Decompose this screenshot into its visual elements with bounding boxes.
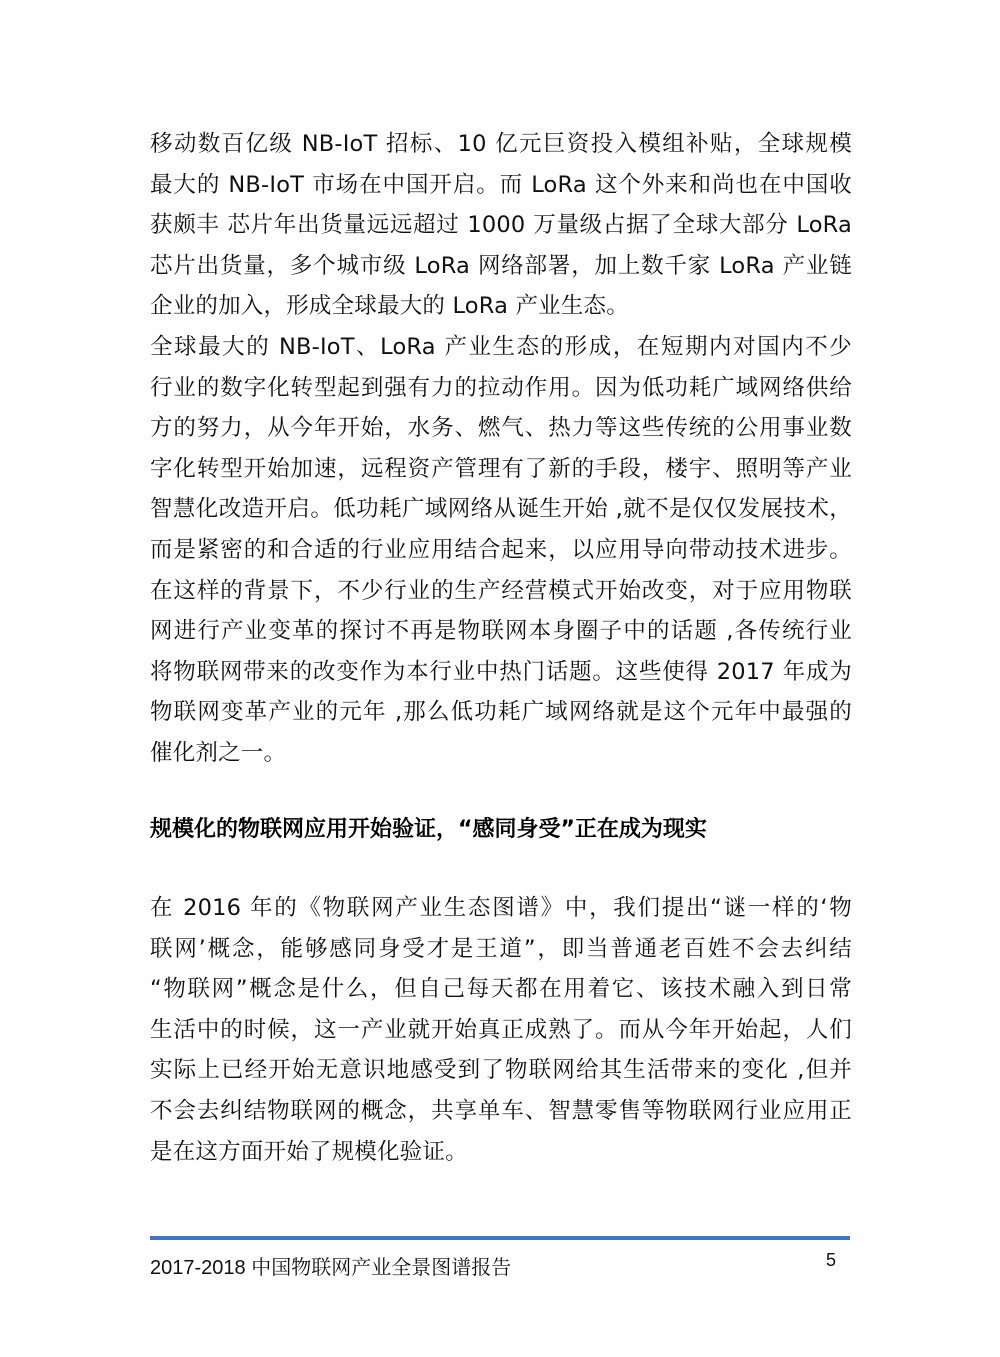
text-line: 在这样的背景下，不少行业的生产经营模式开始改变，对于应用物联 [150, 577, 852, 604]
text-line: 不会去纠结物联网的概念，共享单车、智慧零售等物联网行业应用正 [150, 1097, 852, 1124]
section-2-body [150, 888, 852, 1172]
text-line: 智慧化改造开启。低功耗广域网络从诞生开始 ,就不是仅仅发展技术， [150, 496, 852, 523]
text-line: 生活中的时候，这一产业就开始真正成熟了。而从今年开始起，人们 [150, 1016, 852, 1043]
text-line: 字化转型开始加速，远程资产管理有了新的手段，楼宇、照明等产业 [150, 455, 852, 482]
text-line: 芯片出货量，多个城市级 LoRa 网络部署，加上数千家 LoRa 产业链 [150, 252, 852, 279]
paragraph-1 [150, 124, 852, 327]
text-line: 将物联网带来的改变作为本行业中热门话题。这些使得 2017 年成为 [150, 658, 852, 685]
footer-divider [150, 1236, 850, 1240]
text-line: 全球最大的 NB-IoT、LoRa 产业生态的形成，在短期内对国内不少 [150, 333, 852, 360]
text-line: 物联网变革产业的元年 ,那么低功耗广域网络就是这个元年中最强的 [150, 699, 852, 726]
section-1-body [150, 124, 852, 774]
text-line: 企业的加入，形成全球最大的 LoRa 产业生态。 [150, 293, 629, 320]
text-line: 行业的数字化转型起到强有力的拉动作用。因为低功耗广域网络供给 [150, 374, 852, 401]
section-heading: 规模化的物联网应用开始验证，“感同身受”正在成为现实 [150, 817, 707, 842]
text-line: 移动数百亿级 NB-IoT 招标、10 亿元巨资投入模组补贴，全球规模 [150, 131, 852, 157]
text-line: 最大的 NB-IoT 市场在中国开启。而 LoRa 这个外来和尚也在中国收 [150, 171, 852, 198]
text-line: 联网’概念，能够感同身受才是王道”，即当普通老百姓不会去纠结 [150, 935, 852, 962]
text-line: 催化剂之一。 [150, 739, 287, 766]
paragraph-3 [150, 888, 852, 1172]
page-number: 5 [826, 1250, 837, 1270]
footer-report-title: 2017-2018 中国物联网产业全景图谱报告 [150, 1257, 512, 1279]
text-line: 方的努力，从今年开始，水务、燃气、热力等这些传统的公用事业数 [150, 415, 852, 442]
text-line: 实际上已经开始无意识地感受到了物联网给其生活带来的变化 ,但并 [150, 1057, 852, 1084]
text-line: 获颇丰 芯片年出货量远远超过 1000 万量级占据了全球大部分 LoRa [150, 212, 852, 239]
text-line: 是在这方面开始了规模化验证。 [150, 1138, 468, 1165]
paragraph-2 [150, 327, 852, 774]
text-line: 网进行产业变革的探讨不再是物联网本身圈子中的话题 ,各传统行业 [150, 618, 852, 645]
text-line: “物联网”概念是什么，但自己每天都在用着它、该技术融入到日常 [150, 976, 852, 1003]
text-line: 在 2016 年的《物联网产业生态图谱》中，我们提出“谜一样的‘物 [150, 895, 852, 921]
text-line: 而是紧密的和合适的行业应用结合起来，以应用导向带动技术进步。 [150, 536, 852, 563]
